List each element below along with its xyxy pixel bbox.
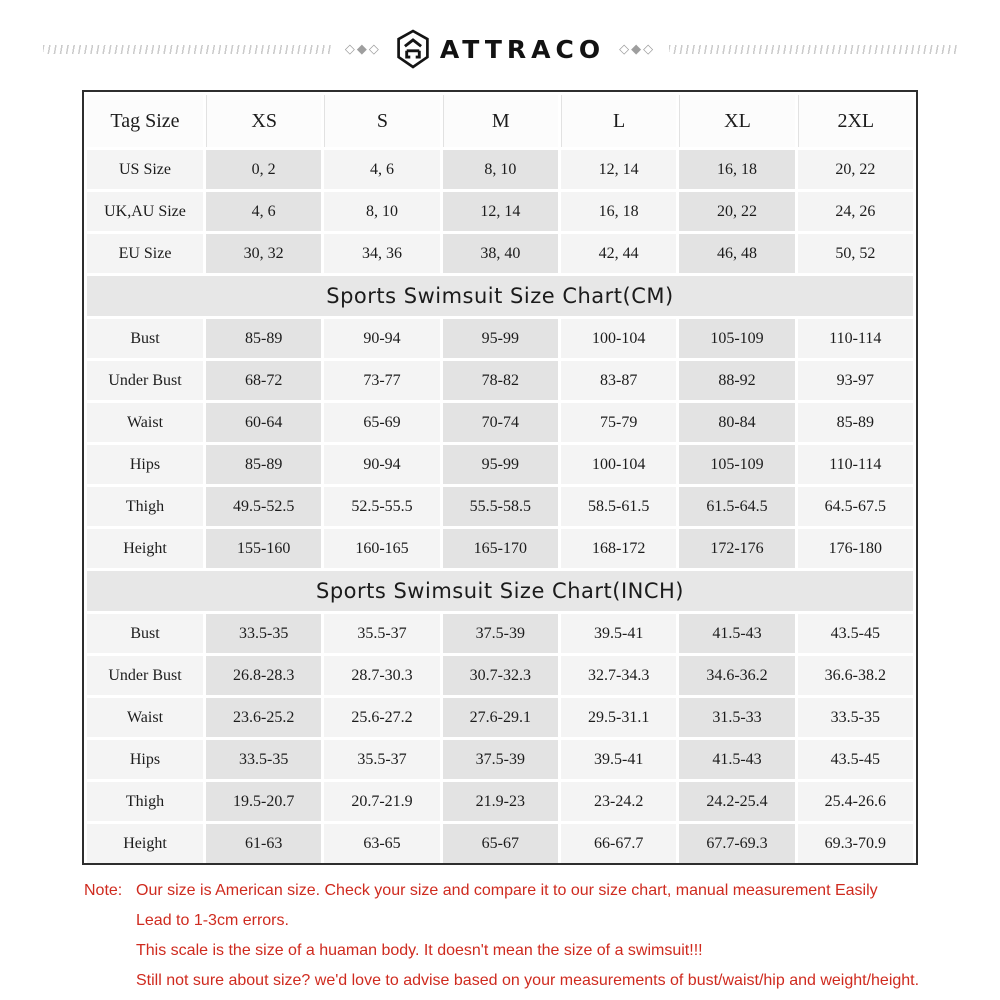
- diamond-ornament-left: ◇◆◇: [344, 41, 381, 57]
- size-value-cell: 95-99: [443, 319, 558, 358]
- size-value-cell: 30, 32: [206, 234, 321, 273]
- size-value-cell: 46, 48: [679, 234, 794, 273]
- size-value-cell: 30.7-32.3: [443, 656, 558, 695]
- column-header: XL: [679, 95, 794, 147]
- size-value-cell: 20.7-21.9: [324, 782, 439, 821]
- size-value-cell: 33.5-35: [798, 698, 913, 737]
- size-value-cell: 33.5-35: [206, 740, 321, 779]
- size-value-cell: 4, 6: [324, 150, 439, 189]
- size-value-cell: 160-165: [324, 529, 439, 568]
- size-value-cell: 36.6-38.2: [798, 656, 913, 695]
- column-header: Tag Size: [87, 95, 203, 147]
- size-value-cell: 67.7-69.3: [679, 824, 794, 863]
- size-value-cell: 16, 18: [679, 150, 794, 189]
- size-value-cell: 60-64: [206, 403, 321, 442]
- row-label: Height: [87, 824, 203, 863]
- size-value-cell: 43.5-45: [798, 614, 913, 653]
- size-value-cell: 20, 22: [798, 150, 913, 189]
- size-value-cell: 50, 52: [798, 234, 913, 273]
- size-value-cell: 23-24.2: [561, 782, 676, 821]
- size-value-cell: 85-89: [206, 319, 321, 358]
- size-value-cell: 35.5-37: [324, 614, 439, 653]
- size-value-cell: 64.5-67.5: [798, 487, 913, 526]
- size-value-cell: 100-104: [561, 319, 676, 358]
- size-value-cell: 34.6-36.2: [679, 656, 794, 695]
- size-value-cell: 73-77: [324, 361, 439, 400]
- size-value-cell: 8, 10: [324, 192, 439, 231]
- row-label: Hips: [87, 740, 203, 779]
- size-value-cell: 34, 36: [324, 234, 439, 273]
- size-value-cell: 85-89: [798, 403, 913, 442]
- note-line-4: Still not sure about size? we'd love to advise based on your measurements of bust/waist/hip and weight/height.: [136, 972, 920, 989]
- size-value-cell: 39.5-41: [561, 740, 676, 779]
- size-value-cell: 100-104: [561, 445, 676, 484]
- column-header: L: [561, 95, 676, 147]
- size-value-cell: 41.5-43: [679, 614, 794, 653]
- size-value-cell: 12, 14: [443, 192, 558, 231]
- size-value-cell: 29.5-31.1: [561, 698, 676, 737]
- brand-wordmark: ATTRACO: [439, 34, 606, 64]
- size-value-cell: 41.5-43: [679, 740, 794, 779]
- decorative-hatch-right: [669, 45, 957, 54]
- row-label: EU Size: [87, 234, 203, 273]
- row-label: Thigh: [87, 782, 203, 821]
- size-value-cell: 165-170: [443, 529, 558, 568]
- size-value-cell: 33.5-35: [206, 614, 321, 653]
- size-value-cell: 172-176: [679, 529, 794, 568]
- size-value-cell: 61.5-64.5: [679, 487, 794, 526]
- size-value-cell: 90-94: [324, 319, 439, 358]
- decorative-hatch-left: [43, 45, 331, 54]
- size-value-cell: 0, 2: [206, 150, 321, 189]
- size-value-cell: 68-72: [206, 361, 321, 400]
- size-value-cell: 105-109: [679, 319, 794, 358]
- note-text-1: Our size is American size. Check your size and compare it to our size chart, manual measurement Easily: [136, 882, 878, 899]
- size-value-cell: 49.5-52.5: [206, 487, 321, 526]
- size-value-cell: 21.9-23: [443, 782, 558, 821]
- brand-header: [0, 26, 1000, 72]
- size-value-cell: 61-63: [206, 824, 321, 863]
- size-value-cell: 24, 26: [798, 192, 913, 231]
- section-title: Sports Swimsuit Size Chart(CM): [87, 276, 913, 316]
- row-label: Bust: [87, 319, 203, 358]
- size-value-cell: 65-67: [443, 824, 558, 863]
- size-value-cell: 24.2-25.4: [679, 782, 794, 821]
- column-header: XS: [206, 95, 321, 147]
- size-value-cell: 93-97: [798, 361, 913, 400]
- row-label: Waist: [87, 403, 203, 442]
- size-value-cell: 69.3-70.9: [798, 824, 913, 863]
- size-value-cell: 58.5-61.5: [561, 487, 676, 526]
- size-value-cell: 12, 14: [561, 150, 676, 189]
- size-value-cell: 155-160: [206, 529, 321, 568]
- size-value-cell: 105-109: [679, 445, 794, 484]
- note-line-1: [84, 882, 924, 900]
- row-label: US Size: [87, 150, 203, 189]
- row-label: Under Bust: [87, 656, 203, 695]
- row-label: UK,AU Size: [87, 192, 203, 231]
- size-value-cell: 43.5-45: [798, 740, 913, 779]
- row-label: Bust: [87, 614, 203, 653]
- size-value-cell: 176-180: [798, 529, 913, 568]
- size-value-cell: 52.5-55.5: [324, 487, 439, 526]
- column-header: 2XL: [798, 95, 913, 147]
- size-value-cell: 90-94: [324, 445, 439, 484]
- size-value-cell: 85-89: [206, 445, 321, 484]
- size-value-cell: 65-69: [324, 403, 439, 442]
- size-value-cell: 25.6-27.2: [324, 698, 439, 737]
- size-value-cell: 38, 40: [443, 234, 558, 273]
- size-value-cell: 168-172: [561, 529, 676, 568]
- row-label: Under Bust: [87, 361, 203, 400]
- size-value-cell: 35.5-37: [324, 740, 439, 779]
- size-value-cell: 63-65: [324, 824, 439, 863]
- size-value-cell: 23.6-25.2: [206, 698, 321, 737]
- size-value-cell: 20, 22: [679, 192, 794, 231]
- size-value-cell: 4, 6: [206, 192, 321, 231]
- size-value-cell: 31.5-33: [679, 698, 794, 737]
- column-header: S: [324, 95, 439, 147]
- row-label: Thigh: [87, 487, 203, 526]
- note-line-3: This scale is the size of a huaman body. It doesn't mean the size of a swimsuit!!!: [136, 942, 703, 959]
- size-value-cell: 19.5-20.7: [206, 782, 321, 821]
- size-value-cell: 39.5-41: [561, 614, 676, 653]
- column-header: M: [443, 95, 558, 147]
- size-value-cell: 70-74: [443, 403, 558, 442]
- row-label: Height: [87, 529, 203, 568]
- size-notes: [84, 882, 924, 1000]
- diamond-ornament-right: ◇◆◇: [619, 41, 656, 57]
- brand-logo: [395, 29, 605, 69]
- size-value-cell: 25.4-26.6: [798, 782, 913, 821]
- size-value-cell: 28.7-30.3: [324, 656, 439, 695]
- row-label: Waist: [87, 698, 203, 737]
- size-value-cell: 95-99: [443, 445, 558, 484]
- size-value-cell: 27.6-29.1: [443, 698, 558, 737]
- size-value-cell: 80-84: [679, 403, 794, 442]
- size-value-cell: 75-79: [561, 403, 676, 442]
- size-value-cell: 37.5-39: [443, 614, 558, 653]
- note-label: Note:: [84, 882, 123, 899]
- size-value-cell: 78-82: [443, 361, 558, 400]
- attraco-shield-icon: [395, 29, 431, 69]
- size-table: [82, 90, 918, 865]
- size-value-cell: 110-114: [798, 445, 913, 484]
- row-label: Hips: [87, 445, 203, 484]
- size-value-cell: 110-114: [798, 319, 913, 358]
- size-value-cell: 32.7-34.3: [561, 656, 676, 695]
- section-title: Sports Swimsuit Size Chart(INCH): [87, 571, 913, 611]
- size-value-cell: 42, 44: [561, 234, 676, 273]
- note-line-2: Lead to 1-3cm errors.: [136, 912, 289, 929]
- size-value-cell: 8, 10: [443, 150, 558, 189]
- size-value-cell: 55.5-58.5: [443, 487, 558, 526]
- size-value-cell: 66-67.7: [561, 824, 676, 863]
- size-value-cell: 83-87: [561, 361, 676, 400]
- size-value-cell: 26.8-28.3: [206, 656, 321, 695]
- size-value-cell: 37.5-39: [443, 740, 558, 779]
- size-value-cell: 88-92: [679, 361, 794, 400]
- size-value-cell: 16, 18: [561, 192, 676, 231]
